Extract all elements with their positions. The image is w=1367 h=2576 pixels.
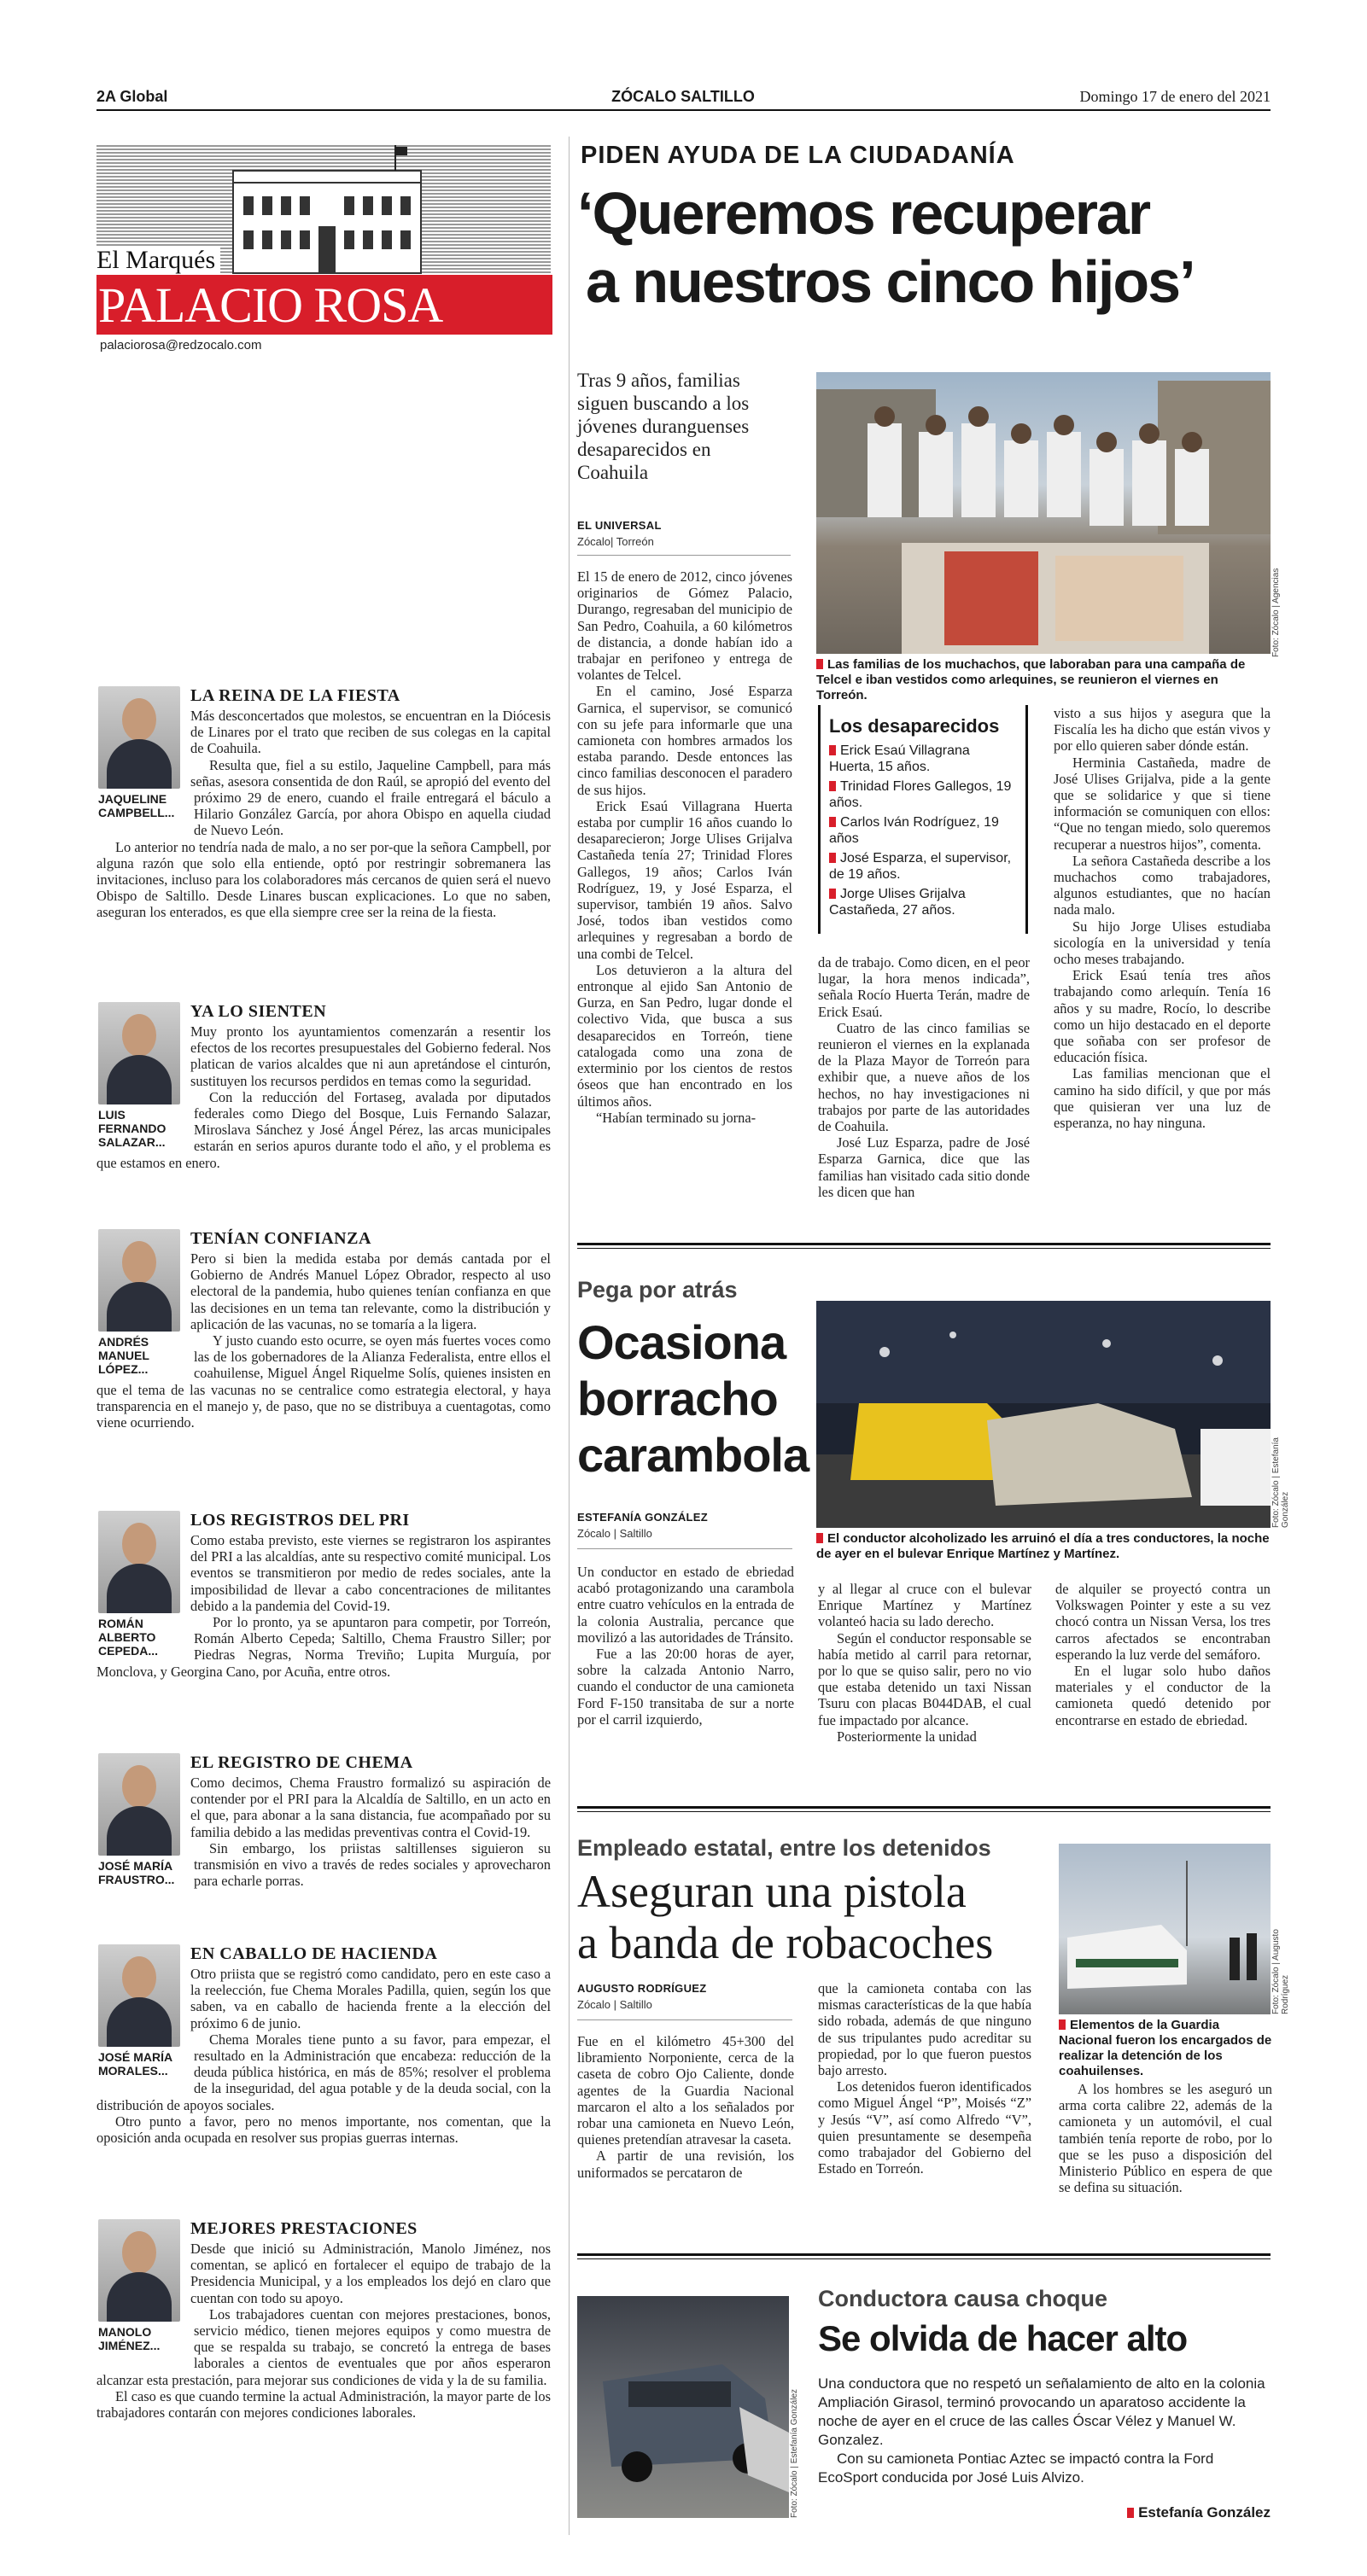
story3-col2-p1: que la camioneta contaba con las mismas características de la que había sido robada, además de que ninguno de sus tripulantes pudo acreditar su propiedad, por lo que fueron puestos bajo arresto. — [818, 1980, 1031, 2079]
story2-kicker: Pega por atrás — [577, 1277, 738, 1303]
lead-col2-p2: Cuatro de las cinco familias se reunieron el viernes en la explanada de la Plaza Mayor de Torreón para exhibir que, a nueve años de los hechos, no hay investigaciones ni trabajos por parte de las autoridades de Coahuila. — [818, 1019, 1030, 1135]
lead-photo-credit: Foto: Zócalo | Agencias — [1271, 568, 1281, 657]
story2-col3-p1: de alquiler se proyectó contra un Volkswagen Pointer y este a su vez chocó contra un Nissan Versa, los tres carros afectados se encontraban esperando la luz verde del semáforo. — [1055, 1581, 1271, 1663]
item-paragraph: Resulta que, fiel a su estilo, Jaqueline Campbell, para más señas, asesora consentida de don Raúl, se apropió del evento del próximo 29 de enero, cuando el fraile entregará el báculo a Hilario González García, por ahora Obispo en aquella ciudad de Nuevo León. — [190, 756, 551, 839]
story2-col1-p1: Un conductor en estado de ebriedad acabó protagonizando una carambola entre cuatro vehículos en la entrada de la colonia Australia, percance que movilizó a las autoridades de Tránsito. — [577, 1564, 794, 1646]
story2-caption — [816, 1531, 1271, 1562]
column-item — [96, 1753, 551, 1891]
caption-marker — [816, 659, 823, 669]
list-bullet — [829, 889, 836, 899]
byline-marker — [1127, 2508, 1134, 2518]
section-rule-3b — [577, 2258, 1271, 2259]
item-paragraph: Pero si bien la medida estaba por demás cantada por el Gobierno de Andrés Manuel López Obrador, respecto al uso electoral de la pandemia, hubo quienes tenían confianza en que las decisiones en un tema tan relevante, como la distribución y aplicación de las vacunas, no se tomaría a la ligera. — [190, 1250, 551, 1332]
story3-byline-rule — [577, 2019, 792, 2020]
item-paragraph: Lo anterior no tendría nada de malo, a no ser por-que la señora Campbell, por alguna razón que solo ella entiende, optó por restringir sobremanera las invitaciones, incluso para los colaboradores más cercanos de quien será el nuevo Obispo de Saltillo. Desde Linares buscan explicaciones. Lo que no saben, aseguran los enterados, es que ella siempre cree ser la reina de la fiesta. — [96, 838, 551, 921]
story4-kicker: Conductora causa choque — [818, 2286, 1108, 2311]
families-photo-illustration — [816, 372, 1271, 654]
lead-caption-text: Las familias de los muchachos, que laboraban para una campaña de Telcel e iban vestidos como arlequines, se reunieron el viernes en Torreón. — [816, 657, 1246, 702]
lead-col3 — [1054, 705, 1271, 1131]
story3-col1 — [577, 2033, 794, 2181]
guard-photo-illustration — [1059, 1844, 1271, 2014]
avatar-caption — [98, 2325, 184, 2352]
avatar — [98, 1753, 180, 1856]
section-rule-2b — [577, 1811, 1271, 1812]
story4-byline — [1127, 2504, 1271, 2521]
avatar-caption — [98, 1617, 184, 1658]
story4-author: Estefanía González — [1138, 2504, 1271, 2521]
column-item — [96, 2219, 551, 2421]
person-name: JOSÉ MARÍA FRAUSTRO... — [98, 1859, 175, 1886]
lead-col3-p3: La señora Castañeda describe a los muchachos como trabajadores, algunos estudiantes, que no hacían nada malo. — [1054, 852, 1271, 918]
column-item — [96, 1511, 551, 1680]
missing-person-item — [829, 850, 1017, 883]
story2-col1-p2: Fue a las 20:00 horas de ayer, sobre la calzada Antonio Narro, cuando el conductor de una camioneta Ford F-150 transitaba de sur a norte por el carril izquierdo, — [577, 1646, 794, 1728]
story2-photo-credit: Foto: Zócalo | Estefanía González — [1271, 1437, 1290, 1528]
lead-headline-line2: a nuestros cinco hijos’ — [586, 248, 1195, 315]
caption-marker — [1059, 2019, 1066, 2030]
story3-photo — [1059, 1844, 1271, 2014]
avatar-caption — [98, 1335, 184, 1376]
story2-byline — [577, 1511, 792, 1540]
story3-col2-p2: Los detenidos fueron identificados como Miguel Ángel “P”, Moisés “Z” y Jesús “V”, así como Alfredo “V”, quien presuntamente se desempeña como trabajador del Gobierno del Estado en Torreón. — [818, 2078, 1031, 2177]
lead-col3-p6: Las familias mencionan que el camino ha sido difícil, y que por más que quisieran ver una luz de esperanza, no hay ninguna. — [1054, 1065, 1271, 1132]
avatar-caption — [98, 792, 184, 819]
item-heading: TENÍAN CONFIANZA — [190, 1229, 371, 1248]
story2-photo — [816, 1301, 1271, 1528]
item-paragraph: Sin embargo, los priistas saltillenses siguieron su transmisión en vivo a través de redes sociales y aprovecharon para echarle porras. — [194, 1839, 551, 1890]
person-name: ANDRÉS MANUEL LÓPEZ... — [98, 1335, 149, 1376]
story3-col3-p1: A los hombres se les aseguró un arma corta calibre 22, además de la camioneta y un automóvil, el cual también tenía reporte de robo, por lo que se les puso a disposición del Ministerio Público en espera de que se defina su situación. — [1059, 2081, 1272, 2196]
page-section: 2A Global — [96, 88, 168, 105]
item-paragraph: Como decimos, Chema Fraustro formalizó su aspiración de contender por el PRI para la Alcaldía de Saltillo, en un acto en el que, para abonar a la sana distancia, fue acompañado por su familia debido a las medidas preventivas contra el Covid-19. — [190, 1775, 551, 1840]
missing-person-text: Erick Esaú Villagrana Huerta, 15 años. — [829, 743, 970, 774]
story3-headline-line2: a banda de robacoches — [577, 1917, 994, 1968]
lead-author: EL UNIVERSAL — [577, 519, 662, 532]
story3-col1-p2: A partir de una revisión, los uniformados se percataron de — [577, 2148, 794, 2181]
story3-caption — [1059, 2018, 1272, 2079]
lead-col1-p4: Los detuvieron a la altura del entronque al ejido San Antonio de Gurza, en San Pedro, lugar donde el colectivo Vida, que busca a sus desaparecidos en Torreón, tiene catalogada como una zona de exterminio por los cientos de restos óseos que han encontrado en los últimos años. — [577, 961, 792, 1110]
item-heading: LA REINA DE LA FIESTA — [190, 686, 400, 705]
section-rule-1 — [577, 1243, 1271, 1245]
lead-col1-p3: Erick Esaú Villagrana Huerta estaba por cumplir 16 años cuando lo desaparecieron; Jorge Ulises Grijalva Castañeda tenía 27; Trinidad Flores Gallegos, 19 años; Carlos Iván Rodríguez, 19, y José Esparza, el supervisor, también 19 años. Salvo José, todos iban vestidos como arlequines y regresaban a bordo de una combi de Telcel. — [577, 797, 792, 962]
story3-col2 — [818, 1980, 1031, 2177]
item-paragraph: Por lo pronto, ya se apuntaron para competir, por Torreón, Román Alberto Cepeda; Saltillo, Chema Fraustro Siller; por Piedras Negras, Norma Treviño; Lupita Murguía, por Monclova, y Georgina Cano, por Acuña, entre otros. — [96, 1614, 551, 1680]
avatar-caption — [98, 2050, 184, 2078]
lead-col1-p1: El 15 de enero de 2012, cinco jóvenes originarios de Gómez Palacio, Durango, regresaban del municipio de San Pedro, Coahuila, a 60 kilómetros de distancia, a donde habían ido a trabajar en perifoneo y entrega de volantes de Telcel. — [577, 568, 792, 684]
missing-person-text: José Esparza, el supervisor, de 19 años. — [829, 851, 1012, 882]
story2-col2-p2: Según el conductor responsable se había metido al carril para retornar, por lo que se quiso salir, pero no vio que estaba detenido un taxi Nissan Tsuru con placas B044DAB, el cual fue impactado por alcance. — [818, 1629, 1031, 1728]
column-item — [96, 1944, 551, 2146]
item-paragraph: El caso es que cuando termine la actual Administración, la mayor parte de los trabajadores contarán con mejores condiciones laborales. — [96, 2387, 551, 2422]
story4-body — [818, 2375, 1271, 2487]
column-item — [96, 686, 551, 921]
missing-person-item — [829, 743, 1017, 775]
missing-box-title: Los desaparecidos — [829, 715, 1000, 737]
story3-byline — [577, 1982, 792, 2011]
item-paragraph: Desde que inició su Administración, Manolo Jiménez, nos comentan, se aplicó en fortalecer el equipo de trabajo de la Presidencia Municipal, y a los empleados los dejó en claro que cuentan con todo su apoyo. — [190, 2241, 551, 2306]
avatar — [98, 1944, 180, 2047]
item-paragraph: Chema Morales tiene punto a su favor, para empezar, el resultado en la Administración que encabeza: reducción de la deuda pública histórica, en más de 85%; resolver el problema de la inseguridad, del agua potable y de la deuda social, con la distribución de apoyos sociales. — [96, 2031, 551, 2113]
item-heading: EN CABALLO DE HACIENDA — [190, 1944, 438, 1963]
lead-byline — [577, 519, 791, 548]
avatar — [98, 686, 180, 789]
lead-col1-p2: En el camino, José Esparza Garnica, el supervisor, se comunicó con su jefe para informarle que una camioneta con hombres armados los estaba parando. Desde entonces las cinco familias desconocen el paradero de sus hijos. — [577, 683, 792, 798]
avatar — [98, 1511, 180, 1613]
lead-deck: Tras 9 años, familias siguen buscando a los jóvenes duranguenses desaparecidos en Coahuila — [577, 370, 750, 483]
list-bullet — [829, 853, 836, 863]
lead-col1-p5: “Habían terminado su jorna- — [596, 1109, 757, 1126]
item-paragraph: Con la reducción del Fortaseg, avalada por diputados federales como Diego del Bosque, Luis Fernando Salazar, Miroslava Sánchez y José Ángel Pérez, las arcas municipales estarán en serios apuros durante todo el año, y el problema es que estamos en enero. — [96, 1088, 551, 1171]
item-heading: MEJORES PRESTACIONES — [190, 2219, 418, 2238]
item-heading: EL REGISTRO DE CHEMA — [190, 1753, 413, 1772]
lead-col2-p1: da de trabajo. Como dicen, en el peor lugar, la hora menos indicada”, señala Rocío Huerta Terán, madre de Erick Esaú. — [818, 954, 1030, 1020]
story3-headline-line1: Aseguran una pistola — [577, 1866, 967, 1917]
crash-photo-illustration — [816, 1301, 1271, 1528]
story3-place: Zócalo | Saltillo — [577, 1998, 652, 2011]
lead-place: Zócalo| Torreón — [577, 535, 654, 548]
missing-person-text: Trinidad Flores Gallegos, 19 años. — [829, 779, 1012, 810]
avatar — [98, 1002, 180, 1104]
story3-col1-p1: Fue en el kilómetro 45+300 del libramiento Norponiente, cerca de la caseta de cobro Ojo Caliente, donde agentes de la Guardia Nacional marcaron el alto a los señalados por robar una camioneta en Nuevo León, quienes pretendían atravesar la caseta. — [577, 2033, 794, 2148]
missing-box-list — [829, 743, 1017, 918]
item-paragraph: Muy pronto los ayuntamientos comenzarán a resentir los efectos de los recortes presupuestales del Gobierno federal. Nos platican de varios alcaldes que ni aun apretándose el cinturón, sustituyen los recursos perdidos en temas como la seguridad. — [190, 1023, 551, 1089]
story2-caption-text: El conductor alcoholizado les arruinó el día a tres conductores, la noche de ayer en el bulevar Enrique Martínez y Martínez. — [816, 1531, 1270, 1561]
story3-caption-text: Elementos de la Guardia Nacional fueron los encargados de realizar la detención de los coahuilenses. — [1059, 2018, 1272, 2078]
person-name: LUIS FERNANDO SALAZAR... — [98, 1108, 166, 1149]
header-rule — [96, 109, 1271, 111]
column-item — [96, 1002, 551, 1171]
story3-author: AUGUSTO RODRÍGUEZ — [577, 1982, 707, 1995]
list-bullet — [829, 745, 836, 755]
missing-person-item — [829, 886, 1017, 918]
list-bullet — [829, 781, 836, 791]
item-paragraph: Como estaba previsto, este viernes se registraron los aspirantes del PRI a las alcaldías, ante su respectivo comité municipal. Los eventos se transmitieron por medio de redes sociales, ante la imposibilidad de llevar a cabo concentraciones de militantes debido a la pandemia del Covid-19. — [190, 1532, 551, 1614]
list-bullet — [829, 817, 836, 827]
story2-col2 — [818, 1581, 1031, 1745]
missing-person-item — [829, 814, 1017, 847]
lead-headline-line1: ‘Queremos recuperar — [577, 180, 1150, 247]
person-name: ROMÁN ALBERTO CEPEDA... — [98, 1617, 159, 1658]
lead-photo — [816, 372, 1271, 654]
story3-kicker: Empleado estatal, entre los detenidos — [577, 1835, 991, 1861]
crash-suv-illustration — [577, 2296, 789, 2518]
lead-caption — [816, 657, 1271, 703]
column-separator — [569, 137, 570, 2535]
story4-p1: Una conductora que no respetó un señalamiento de alto en la colonia Ampliación Girasol, terminó provocando un aparatoso accidente la noche de ayer en el cruce de las calles Óscar Vélez y Manuel W. Gonzalez. — [818, 2375, 1265, 2448]
column-author: El Marqués — [96, 246, 220, 275]
missing-person-item — [829, 778, 1017, 811]
lead-col1 — [577, 568, 792, 1126]
item-paragraph: Y justo cuando esto ocurre, se oyen más fuertes voces como las de los gobernadores de la Alianza Federalista, entre ellos el coahuilense, Miguel Ángel Riquelme Solís, quienes insisten en que el tema de las vacunas no se centralice como estrategia electoral, y haya transparencia en el manejo y, de paso, que no se distribuya a cuentagotas, como viene ocurriendo. — [96, 1332, 551, 1431]
caption-marker — [816, 1533, 823, 1543]
column-email: palaciorosa@redzocalo.com — [100, 338, 262, 353]
story2-col1 — [577, 1564, 794, 1728]
story2-col2-p1: y al llegar al cruce con el bulevar Enrique Martínez y Martínez volanteó hacia su lado derecho. — [818, 1581, 1031, 1630]
lead-col2-p3: José Luz Esparza, padre de José Esparza Garnica, dice que las familias han visitado cada sitio donde les dicen que han — [818, 1134, 1030, 1200]
section-rule-2 — [577, 1806, 1271, 1809]
story2-col3-p2: En el lugar solo hubo daños materiales y el conductor de la camioneta quedó detenido por encontrarse en estado de ebriedad. — [1055, 1663, 1271, 1728]
story2-col2-p3: Posteriormente la unidad — [837, 1728, 977, 1745]
section-rule-1b — [577, 1248, 1271, 1249]
story4-headline: Se olvida de hacer alto — [818, 2318, 1188, 2358]
item-heading: YA LO SIENTEN — [190, 1002, 327, 1021]
story4-photo-credit: Foto: Zócalo | Estefanía González — [790, 2388, 799, 2518]
item-paragraph: Más desconcertados que molestos, se encuentran en la Diócesis de Linares por el trato que reciben de sus colegas en la capital de Coahuila. — [190, 708, 551, 757]
section-rule-3 — [577, 2253, 1271, 2256]
paper-name: ZÓCALO SALTILLO — [611, 88, 755, 105]
story2-col3 — [1055, 1581, 1271, 1728]
avatar — [98, 2219, 180, 2322]
item-heading: LOS REGISTROS DEL PRI — [190, 1511, 410, 1530]
avatar-caption — [98, 1859, 184, 1886]
lead-col3-p5: Erick Esaú tenía tres años trabajando como arlequín. Tenía 16 años y su madre, Rocío, lo describe como un hijo destacado en el deporte que soñaba con ser profesor de educación física. — [1054, 967, 1271, 1066]
story4-photo — [577, 2296, 789, 2518]
lead-col3-p2: Herminia Castañeda, madre de José Ulises Grijalva, pide a la gente que se solidarice y que si tiene información se comuniquen con ellos: “Que no tengan miedo, solo queremos recuperar a nuestros hijos”, comenta. — [1054, 754, 1271, 853]
story2-headline: Ocasiona borracho carambola — [577, 1315, 809, 1482]
lead-byline-rule — [577, 555, 791, 556]
lead-col3-p1: visto a sus hijos y asegura que la Fiscalía les ha dicho que están vivos y por ello quieren saber dónde están. — [1054, 705, 1271, 755]
avatar — [98, 1229, 180, 1332]
person-name: MANOLO JIMÉNEZ... — [98, 2325, 161, 2352]
lead-col2 — [818, 954, 1030, 1200]
item-paragraph: Los trabajadores cuentan con mejores prestaciones, bonos, servicio médico, tienen mejores equipos y como muestra de que se respalda su trabajo, se concretó la entrega de bases laborales a cientos de eventuales que por años esperaron alcanzar esta prestación, para mejorar sus condiciones de vida y la de su familia. — [96, 2305, 551, 2388]
person-name: JAQUELINE CAMPBELL... — [98, 792, 175, 819]
item-paragraph: Otro priista que se registró como candidato, pero en este caso a la reelección, fue Chema Morales Padilla, quien, según los que saben, va en caballo de hacienda frente a la elección del próximo 6 de junio. — [190, 1966, 551, 2031]
missing-box — [818, 705, 1028, 934]
column-masthead — [96, 145, 551, 341]
avatar-caption — [98, 1108, 184, 1149]
story2-place: Zócalo | Saltillo — [577, 1527, 652, 1540]
page-date: Domingo 17 de enero del 2021 — [1079, 88, 1271, 105]
lead-col3-p4: Su hijo Jorge Ulises estudiaba sicología en la universidad y tenía ocho meses trabajando. — [1054, 918, 1271, 968]
column-item — [96, 1229, 551, 1431]
item-paragraph: Otro punto a favor, pero no menos importante, nos comentan, que la oposición anda ocupada en resolver sus propias guerras internas. — [96, 2113, 551, 2147]
story2-author: ESTEFANÍA GONZÁLEZ — [577, 1511, 708, 1524]
person-name: JOSÉ MARÍA MORALES... — [98, 2050, 172, 2078]
story3-photo-credit: Foto: Zócalo | Augusto Rodríguez — [1271, 1929, 1290, 2014]
column-name: PALACIO ROSA — [96, 275, 552, 335]
missing-person-text: Carlos Iván Rodríguez, 19 años — [829, 815, 999, 846]
missing-person-text: Jorge Ulises Grijalva Castañeda, 27 años. — [829, 887, 966, 918]
lead-kicker: PIDEN AYUDA DE LA CIUDADANÍA — [581, 142, 1015, 169]
story2-byline-rule — [577, 1548, 792, 1549]
story3-col3 — [1059, 2081, 1272, 2195]
story4-p2: Con su camioneta Pontiac Aztec se impactó contra la Ford EcoSport conducida por José Luis Alvizo. — [818, 2451, 1214, 2486]
